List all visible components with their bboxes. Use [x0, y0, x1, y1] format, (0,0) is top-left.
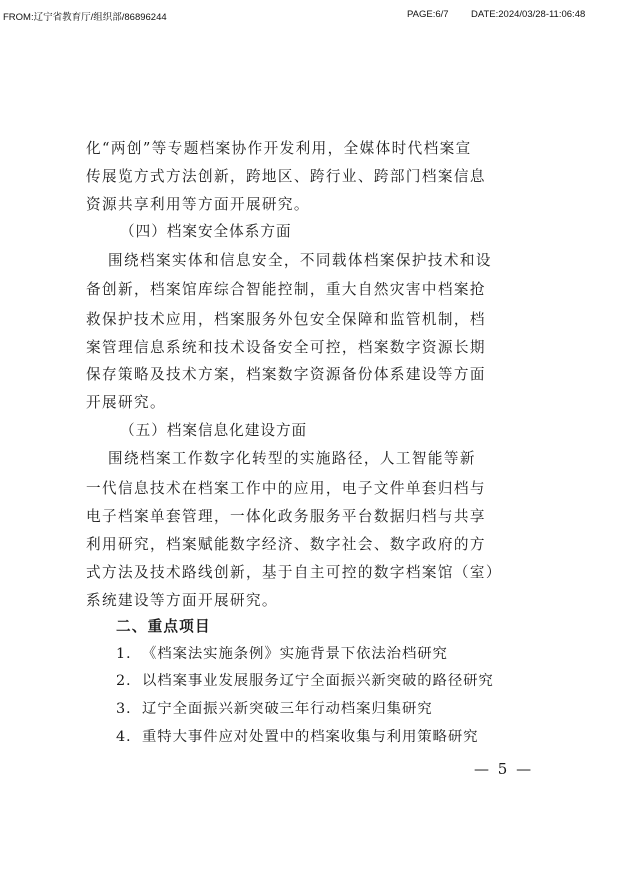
list-item-number: 3.	[116, 701, 132, 717]
paragraph-line: 案管理信息系统和技术设备安全可控，档案数字资源长期	[86, 339, 486, 356]
list-item	[116, 724, 478, 750]
fax-header	[0, 9, 617, 23]
list-item-text: 以档案事业发展服务辽宁全面振兴新突破的路径研究	[142, 673, 494, 689]
paragraph-line: 式方法及技术路线创新，基于自主可控的数字档案馆（室）	[86, 564, 502, 581]
paragraph-line: 围绕档案工作数字化转型的实施路径，人工智能等新	[108, 450, 476, 467]
paragraph-line: 资源共享利用等方面开展研究。	[86, 196, 310, 213]
paragraph-line: 电子档案单套管理，一体化政务服务平台数据归档与共享	[86, 508, 486, 525]
paragraph-line: 保存策略及技术方案，档案数字资源备份体系建设等方面	[86, 366, 486, 383]
list-item	[116, 641, 448, 667]
section-heading-informatization: （五）档案信息化建设方面	[120, 422, 308, 439]
list-item-number: 1.	[116, 646, 132, 662]
fax-page-indicator: PAGE:6/7	[407, 9, 449, 20]
fax-from: FROM:辽宁省教育厅/组织部/86896244	[3, 12, 167, 23]
list-item-number: 4.	[116, 729, 132, 745]
list-item-number: 2.	[116, 673, 132, 689]
paragraph-line: 开展研究。	[86, 394, 166, 411]
list-item-text: 辽宁全面振兴新突破三年行动档案归集研究	[142, 701, 433, 717]
page-number: — 5 —	[474, 760, 534, 778]
list-item	[116, 696, 433, 722]
key-projects-heading: 二、重点项目	[116, 618, 211, 635]
paragraph-line: 围绕档案实体和信息安全，不同载体档案保护技术和设	[108, 252, 492, 269]
paragraph-line: 利用研究，档案赋能数字经济、数字社会、数字政府的方	[86, 536, 486, 553]
paragraph-line: 救保护技术应用，档案服务外包安全保障和监管机制，档	[86, 311, 486, 328]
list-item	[116, 668, 494, 694]
list-item-text: 《档案法实施条例》实施背景下依法治档研究	[142, 646, 448, 662]
fax-date: DATE:2024/03/28-11:06:48	[471, 9, 586, 20]
paragraph-line: 传展览方式方法创新，跨地区、跨行业、跨部门档案信息	[86, 168, 486, 185]
paragraph-line: 系统建设等方面开展研究。	[86, 592, 278, 609]
list-item-text: 重特大事件应对处置中的档案收集与利用策略研究	[142, 729, 479, 745]
paragraph-line: 一代信息技术在档案工作中的应用，电子文件单套归档与	[86, 480, 486, 497]
paragraph-line: 备创新，档案馆库综合智能控制，重大自然灾害中档案抢	[86, 281, 486, 298]
section-heading-security: （四）档案安全体系方面	[120, 223, 292, 240]
paragraph-line: 化“两创”等专题档案协作开发利用，全媒体时代档案宣	[86, 140, 472, 157]
